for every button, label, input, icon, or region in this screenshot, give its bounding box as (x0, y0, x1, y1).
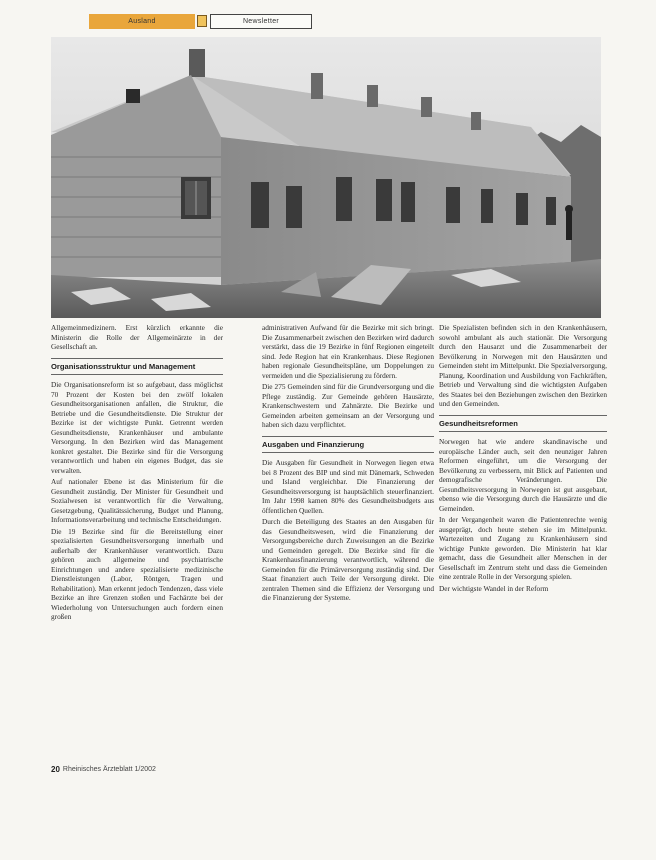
column-2 (262, 323, 434, 605)
column-2-paragraph: Die Ausgaben für Gesundheit in Norwegen liegen etwa bei 8 Prozent des BIP und sind mit Dänemark, Schweden und Island vergleichbar. Die Finanzierung der Gesundheitsversorgung ist hauptsächlich steuerfinanziert. Im Jahr 1998 kamen 80% des Gesundheitsbudgets aus öffentlichen Quellen. (262, 458, 434, 515)
column-1-paragraph: Die Organisationsreform ist so aufgebaut, dass möglichst 70 Prozent der Kosten bei den zwölf lokalen Gesundheitsorganisationen anfallen, die Struktur, die Betriebe und die Gesundheitsdienste. Die Struktur der Bezirke ist der wichtigste Punkt. Getrennt werden Gesundheitsdienste, Krankenhäuser und ambulante Versorgung. In den Bezirken wird das Management konkret gestaltet. Die Bezirke sind für die Versorgung verantwortlich und haben ein eigenes Budget, das sie verwalten. (51, 380, 223, 475)
column-2-paragraph: Die 275 Gemeinden sind für die Grundversorgung und die Pflege zuständig. Zur Gemeinde gehören Hausärzte, Krankenschwestern und Zahnärzte. Die Bezirke und Gemeinden arbeiten gemeinsam an der Versorgung und haben sich dazu verpflichtet. (262, 382, 434, 429)
column-3-paragraph: In der Vergangenheit waren die Patientenrechte wenig ausgeprägt, doch heute stehen sie im Mittelpunkt. Wartezeiten und Zugang zu Krankenhäusern sind wichtige Punkte geworden. Die Ministerin hat klar gemacht, dass die Gesundheit aller Menschen in der Gesellschaft im Zentrum steht und dass die Gemeinden eine zentrale Rolle in der Versorgung spielen. (439, 515, 607, 581)
column-1-paragraph: Die 19 Bezirke sind für die Bereitstellung einer spezialisierten Gesundheitsversorgung innerhalb und außerhalb der Krankenhäuser verantwortlich. Dazu gehören auch allgemeine und psychiatrische Einrichtungen und andere spezialisierte medizinische Dienstleistungen (Labor, Röntgen, Tragen und Rehabilitation). Man erkennt jedoch Tendenzen, dass viele Bezirke an ihre Grenzen stoßen und Fachärzte bei der Wiederholung von Untersuchungen auch fordern einen großen (51, 526, 223, 621)
page-number: 20 (51, 765, 60, 774)
heading-finanzierung: Ausgaben und Finanzierung (262, 436, 434, 454)
column-3-paragraph: Norwegen hat wie andere skandinavische und europäische Länder auch, seit den neunziger Jahren Reformen eingeführt, um die Versorgung der Bevölkerung zu verbessern, mit Blick auf Patienten und demografische Veränderungen. Die Gesundheitsversorgung in Norwegen ist gut ausgebaut, ebenso wie die Versorgung durch die Hausärzte und die Gemeinden. (439, 437, 607, 513)
column-2-paragraph: Durch die Beteiligung des Staates an den Ausgaben für das Gesundheitswesen, wird die Finanzierung der Versorgungsbereiche durch Zuweisungen an die Bezirke und Gemeinden geregelt. Die Bezirke sind für die Krankenhausfinanzierung verantwortlich, während die Gemeinden für die Primärversorgung zuständig sind. Der Staat finanziert auch Teile der Versorgung direkt. Die zentralen Themen sind die Effizienz der Versorgung und die Finanzierung der Systeme. (262, 517, 434, 602)
column-3-paragraph: Der wichtigste Wandel in der Reform (439, 583, 549, 593)
section-tab-ausland: Ausland (89, 14, 195, 29)
publication-name: Rheinisches Ärzteblatt 1/2002 (62, 766, 156, 773)
heading-reformen: Gesundheitsreformen (439, 415, 607, 433)
column-2-paragraph: administrativen Aufwand für die Bezirke mit sich bringt. Die Zusammenarbeit zwischen den Bezirken wird dadurch verstärkt, dass die 19 Bezirke in fünf Regionen eingeteilt sind. Jede Region hat ein Krankenhaus. Diese Regionen haben regionale Gesundheitspläne, um Doppelungen zu vermeiden und die Spezialisierung zu fördern. (262, 323, 434, 380)
heading-organisation: Organisationsstruktur und Management (51, 358, 223, 376)
barracks-photo (51, 37, 601, 318)
column-1-paragraph: Auf nationaler Ebene ist das Ministerium für die Gesundheit zuständig. Der Minister für Gesundheit und Sozialwesen ist verantwortlich für die Verwaltung, Gesetzgebung, Qualitätssicherung, Budget und Planung, Informationsverarbeitung und technische Entscheidungen. (51, 477, 223, 524)
section-marker-icon (197, 15, 207, 27)
section-tab-newsletter: Newsletter (210, 14, 312, 29)
column-3-paragraph: Die Spezialisten befinden sich in den Krankenhäusern, sowohl ambulant als auch stationär. Die Versorgung durch den Hausarzt und die Zusammenarbeit der Bevölkerung in Norwegen mit den Hausärzten und Gemeinden steht im Mittelpunkt. Die Spezialversorgung, Planung, Koordination und Ausbildung von Fachkräften, Betrieb und Verwaltung sind die wichtigsten Aufgaben des Staates bei den Beziehungen zwischen den Bezirken und den Gemeinden. (439, 323, 607, 408)
column-1 (51, 323, 223, 624)
column-3 (439, 323, 607, 595)
page-footer (51, 765, 156, 774)
column-1-intro: Allgemeinmedizinern. Erst kürzlich erkannte die Ministerin die Rolle der Allgemeinärzte in der Gesellschaft an. (51, 323, 223, 351)
